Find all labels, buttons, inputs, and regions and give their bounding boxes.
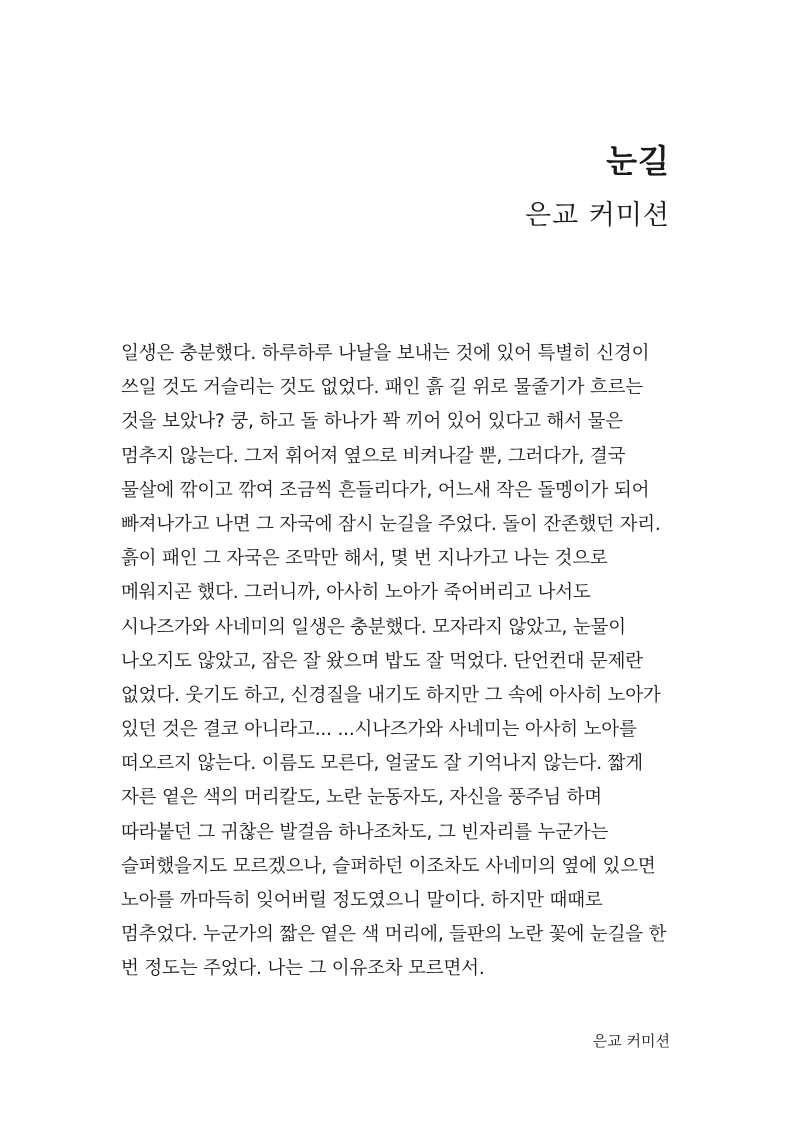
body-line: 쓰일 것도 거슬리는 것도 없었다. 패인 흙 길 위로 물줄기가 흐르는 [121, 377, 643, 399]
document-title: 눈길 [606, 142, 670, 180]
body-line: 있던 것은 결코 아니라고... ...시나즈가와 사네미는 아사히 노아를 [121, 719, 637, 741]
body-line: 없었다. 웃기도 하고, 신경질을 내기도 하지만 그 속에 아사히 노아가 [121, 684, 661, 706]
body-line: 멈추지 않는다. 그저 휘어져 옆으로 비켜나갈 뿐, 그러다가, 결국 [121, 445, 626, 467]
body-line: 빠져나가고 나면 그 자국에 잠시 눈길을 주었다. 돌이 잔존했던 자리. [121, 513, 661, 535]
body-line: 떠오르지 않는다. 이름도 모른다, 얼굴도 잘 기억나지 않는다. 짧게 [121, 753, 643, 775]
document-subtitle: 은교 커미션 [525, 200, 670, 231]
body-text [121, 337, 681, 987]
body-line: 노아를 까마득히 잊어버릴 정도였으니 말이다. 하지만 때때로 [121, 890, 603, 911]
body-line: 흙이 패인 그 자국은 조막만 해서, 몇 번 지나가고 나는 것으로 [121, 548, 608, 570]
body-line: 따라붙던 그 귀찮은 발걸음 하나조차도, 그 빈자리를 누군가는 [121, 821, 609, 843]
body-line: 물살에 깎이고 깎여 조금씩 흔들리다가, 어느새 작은 돌멩이가 되어 [121, 479, 650, 501]
body-line: 나오지도 않았고, 잠은 잘 왔으며 밥도 잘 먹었다. 단언컨대 문제란 [121, 650, 643, 672]
body-line: 슬퍼했을지도 모르겠으나, 슬퍼하던 이조차도 사네미의 옆에 있으면 [121, 855, 656, 877]
body-line: 시나즈가와 사네미의 일생은 충분했다. 모자라지 않았고, 눈물이 [121, 616, 626, 638]
body-line: 메워지곤 했다. 그러니까, 아사히 노아가 죽어버리고 나서도 [121, 582, 591, 604]
footer-author: 은교 커미션 [592, 1032, 670, 1050]
body-line: 일생은 충분했다. 하루하루 나날을 보내는 것에 있어 특별히 신경이 [121, 343, 650, 364]
body-line: 자른 옅은 색의 머리칼도, 노란 눈동자도, 자신을 풍주님 하며 [121, 787, 602, 809]
body-line: 것을 보았나? 쿵, 하고 돌 하나가 꽉 끼어 있어 있다고 해서 물은 [121, 411, 623, 433]
body-line: 멈추었다. 누군가의 짧은 옅은 색 머리에, 들판의 노란 꽃에 눈길을 한 [121, 924, 667, 946]
body-line: 번 정도는 주었다. 나는 그 이유조차 모르면서. [121, 958, 485, 980]
